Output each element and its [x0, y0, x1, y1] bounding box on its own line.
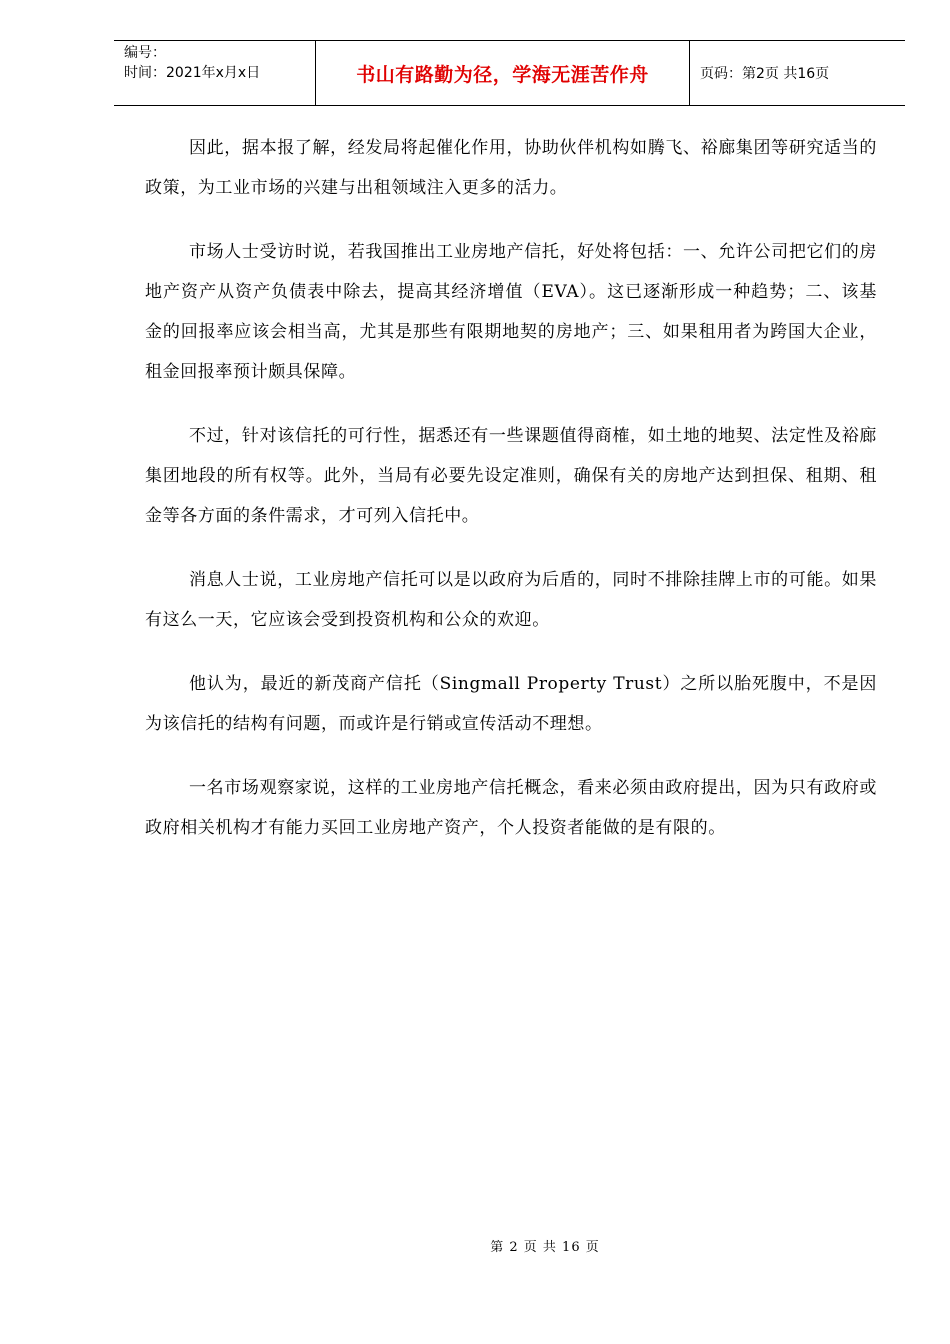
- page-footer: [0, 1236, 950, 1255]
- paragraph: 因此，据本报了解，经发局将起催化作用，协助伙伴机构如腾飞、裕廊集团等研究适当的政策，为工业市场的兴建与出租领域注入更多的活力。: [145, 138, 877, 198]
- paragraph: 他认为，最近的新茂商产信托（Singmall Property Trust）之所以胎死腹中，不是因为该信托的结构有问题，而或许是行销或宣传活动不理想。: [145, 674, 877, 734]
- header-page-info: [690, 41, 905, 105]
- document-number-label: 编号：: [124, 45, 166, 61]
- paragraph: 一名市场观察家说，这样的工业房地产信托概念，看来必须由政府提出，因为只有政府或政府相关机构才有能力买回工业房地产资产，个人投资者能做的是有限的。: [145, 778, 877, 838]
- paragraph: 市场人士受访时说，若我国推出工业房地产信托，好处将包括：一、允许公司把它们的房地产资产从资产负债表中除去，提高其经济增值（EVA）。这已逐渐形成一种趋势；二、该基金的回报率应该会相当高，尤其是那些有限期地契的房地产；三、如果租用者为跨国大企业，租金回报率预计颇具保障。: [145, 242, 877, 382]
- header-motto: [316, 41, 690, 105]
- paragraph: 消息人士说，工业房地产信托可以是以政府为后盾的，同时不排除挂牌上市的可能。如果有这么一天，它应该会受到投资机构和公众的欢迎。: [145, 570, 877, 630]
- motto-text: 书山有路勤为径，学海无涯苦作舟: [356, 63, 649, 86]
- page-header: [114, 40, 905, 106]
- paragraph: 不过，针对该信托的可行性，据悉还有一些课题值得商榷，如土地的地契、法定性及裕廊集团地段的所有权等。此外，当局有必要先设定准则，确保有关的房地产达到担保、租期、租金等各方面的条件需求，才可列入信托中。: [145, 426, 877, 526]
- header-meta: [114, 41, 316, 105]
- page-info-text: 页码：第2页 共16页: [700, 66, 830, 82]
- document-time-label: 时间：2021年x月x日: [124, 65, 261, 81]
- document-body: [145, 128, 877, 872]
- footer-page-number: 第 2 页 共 16 页: [490, 1240, 600, 1255]
